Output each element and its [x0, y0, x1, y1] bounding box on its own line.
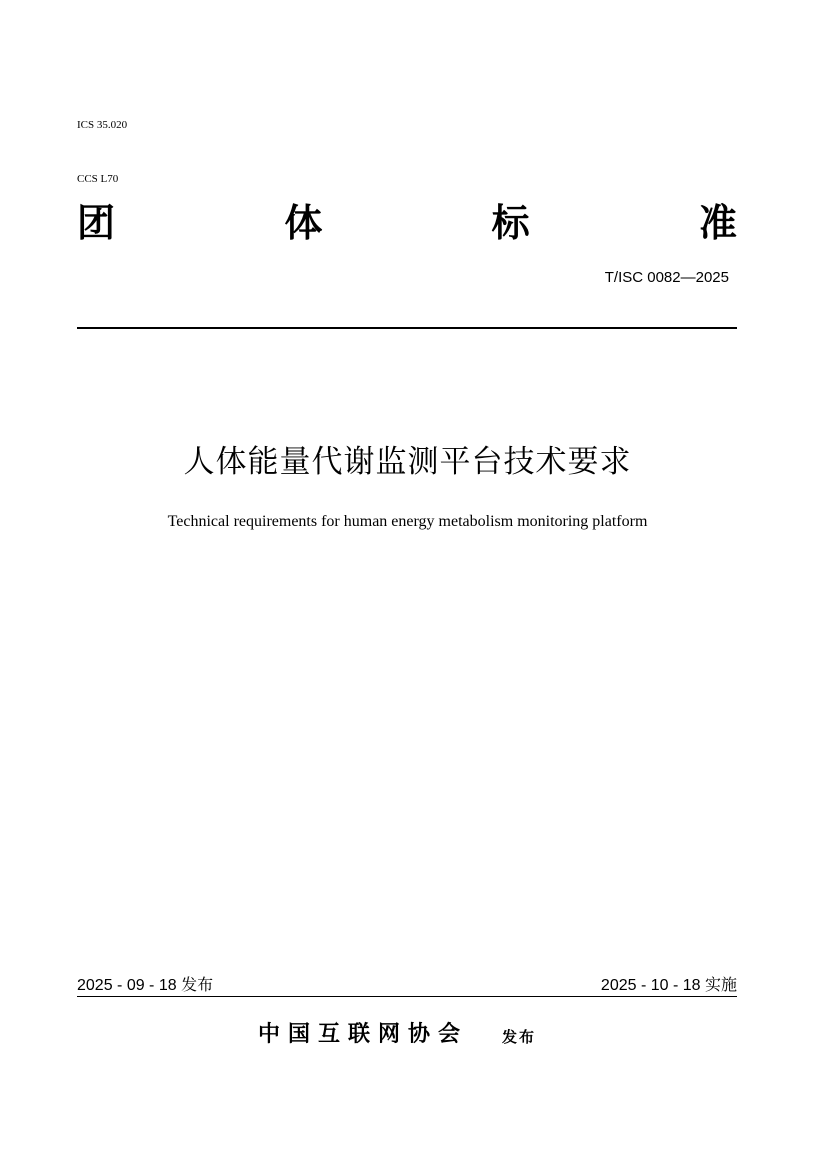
standard-type-char: 准 [698, 200, 737, 245]
standard-type-heading [77, 198, 737, 248]
standard-number: T/ISC 0082—2025 [604, 269, 729, 286]
ics-code: ICS 35.020 [77, 119, 128, 131]
header-divider [77, 327, 737, 329]
standard-type-char: 标 [491, 200, 530, 245]
footer-divider [77, 996, 737, 997]
document-title-chinese: 人体能量代谢监测平台技术要求 [183, 444, 632, 480]
standard-type-char: 体 [284, 200, 323, 245]
ccs-code: CCS L70 [77, 173, 119, 185]
classification-codes [77, 80, 127, 206]
standard-type-char: 团 [77, 200, 116, 245]
publisher-name: 中国互联网协会 [258, 1021, 469, 1047]
implementation-date: 2025 - 10 - 18 实施 [600, 977, 737, 994]
document-title-english: Technical requirements for human energy metabolism monitoring platform [167, 513, 648, 530]
publisher-block [258, 1017, 536, 1051]
publish-label: 发布 [502, 1028, 537, 1046]
issue-date: 2025 - 09 - 18 发布 [77, 977, 214, 994]
